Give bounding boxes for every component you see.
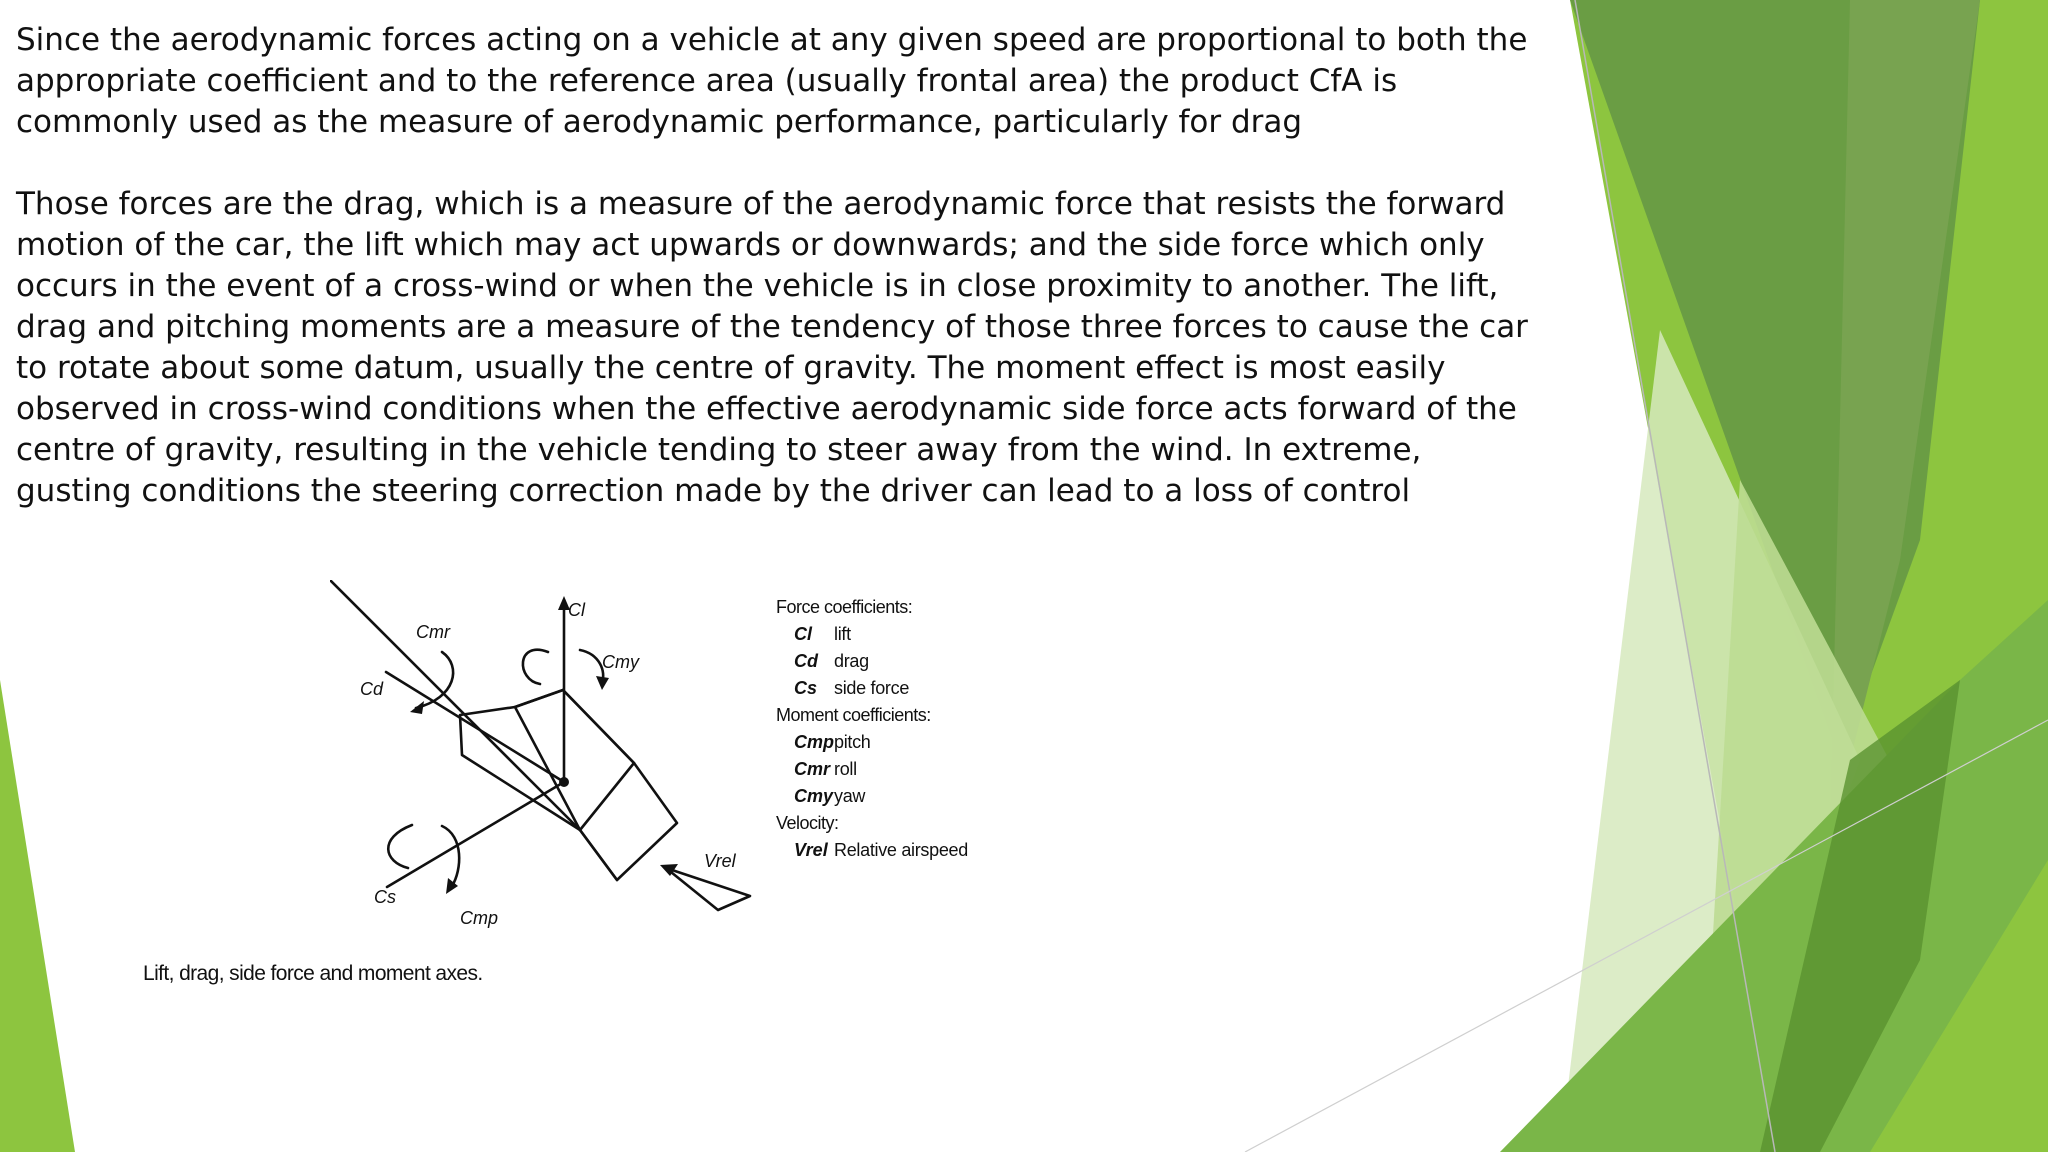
legend-heading-moment: Moment coefficients: bbox=[776, 705, 931, 725]
legend-description: lift bbox=[834, 624, 851, 644]
legend-row bbox=[776, 756, 968, 783]
label-cd: Cd bbox=[360, 679, 384, 699]
legend-symbol: Cmp bbox=[794, 732, 834, 752]
pitch-moment-arrow bbox=[388, 825, 459, 894]
label-cmr: Cmr bbox=[416, 622, 450, 642]
legend-description: drag bbox=[834, 651, 869, 671]
label-cs: Cs bbox=[374, 887, 396, 907]
lift-axis bbox=[558, 596, 570, 782]
legend-row bbox=[776, 675, 968, 702]
legend-row bbox=[776, 648, 968, 675]
drag-axis bbox=[386, 672, 564, 782]
paragraph-aero-performance: Since the aerodynamic forces acting on a vehicle at any given speed are proportional to both the appropriate coefficient and to the reference area (usually frontal area) the product CfA is commonly used as the measure of aerodynamic performance, particularly for drag bbox=[16, 22, 1528, 140]
label-vrel: Vrel bbox=[704, 851, 736, 871]
legend-symbol: Cl bbox=[794, 624, 812, 644]
legend-description: pitch bbox=[834, 732, 871, 752]
vehicle-body bbox=[330, 580, 677, 880]
legend-heading-velocity: Velocity: bbox=[776, 813, 839, 833]
legend-symbol: Vrel bbox=[794, 840, 828, 860]
legend-row bbox=[776, 621, 968, 648]
legend-description: yaw bbox=[834, 786, 866, 806]
legend-symbol: Cmr bbox=[794, 759, 831, 779]
legend-symbol: Cmy bbox=[794, 786, 834, 806]
figure-caption: Lift, drag, side force and moment axes. bbox=[143, 962, 483, 985]
legend-symbol: Cd bbox=[794, 651, 818, 671]
axes-figure bbox=[330, 580, 770, 940]
bg-triangle-left bbox=[0, 680, 75, 1152]
centre-of-gravity bbox=[559, 777, 569, 787]
legend-description: roll bbox=[834, 759, 857, 779]
label-cmp: Cmp bbox=[460, 908, 499, 928]
legend-description: Relative airspeed bbox=[834, 840, 968, 860]
legend-row bbox=[776, 729, 968, 756]
legend-row bbox=[776, 837, 968, 864]
legend-heading-force: Force coefficients: bbox=[776, 597, 913, 617]
label-cl: Cl bbox=[568, 600, 585, 620]
yaw-moment-arrow bbox=[523, 650, 609, 690]
legend-description: side force bbox=[834, 678, 910, 698]
figure-legend bbox=[776, 594, 968, 864]
legend-symbol: Cs bbox=[794, 678, 818, 698]
label-cmy: Cmy bbox=[602, 652, 639, 672]
side-force-axis bbox=[387, 782, 564, 887]
legend-row bbox=[776, 783, 968, 810]
paragraph-aero-forces: Those forces are the drag, which is a measure of the aerodynamic force that resists the forward motion of the car, the lift which may act upwards or downwards; and the side force which only occurs in the event of a cross-wind or when the vehicle is in close proximity to another. The lift, drag and pitching moments are a measure of the tendency of those three forces to cause the car to rotate about some datum, usually the centre of gravity. The moment effect is most easily observed in cross-wind conditions when the effective aerodynamic side force acts forward of the centre of gravity, resulting in the vehicle tending to steer away from the wind. In extreme, gusting conditions the steering correction made by the driver can lead to a loss of control bbox=[16, 186, 1528, 509]
